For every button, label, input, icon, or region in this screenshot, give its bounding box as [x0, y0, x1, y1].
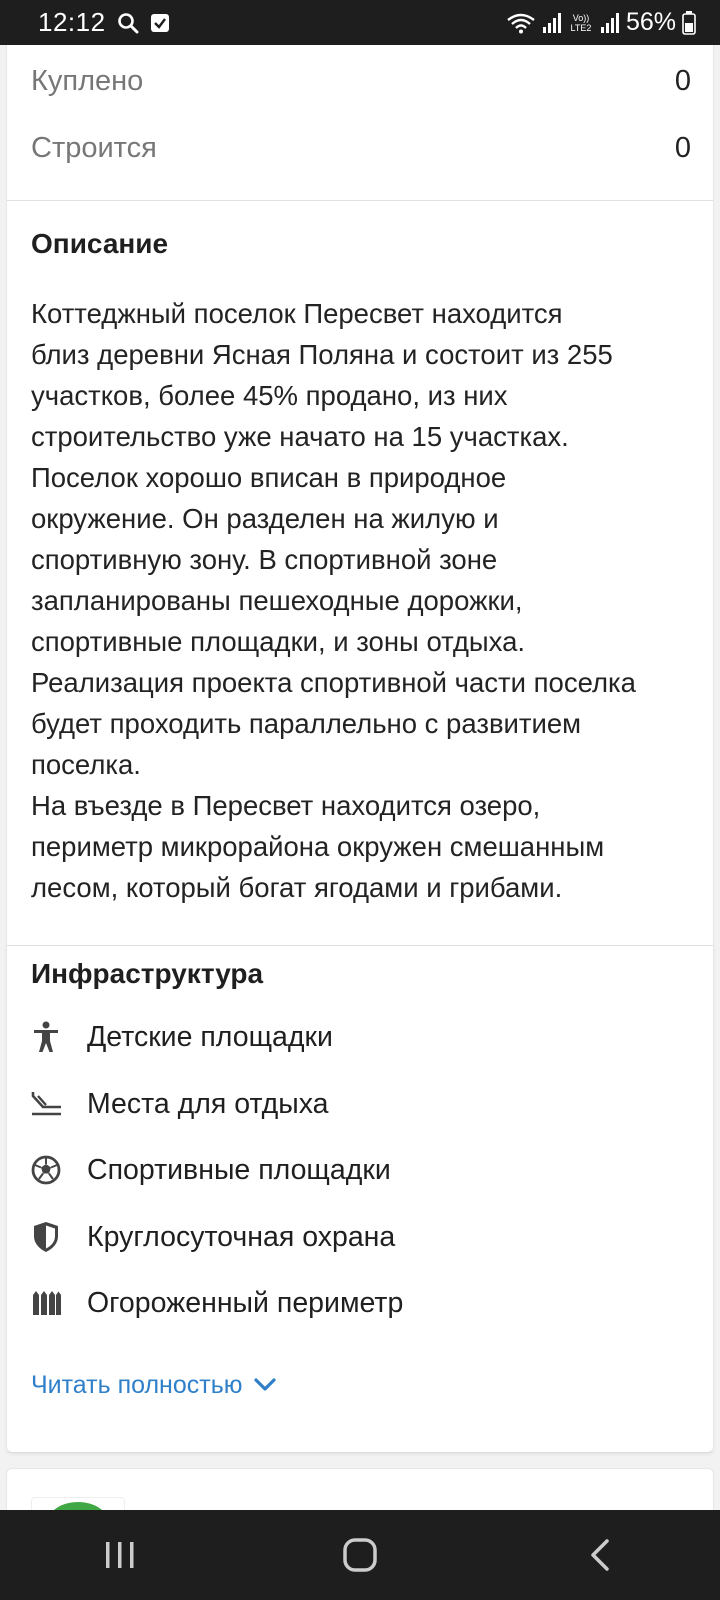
stat-bought-row	[31, 65, 691, 98]
clock: 12:12	[38, 7, 106, 37]
infra-item-sports-grounds	[29, 1153, 391, 1187]
stat-building-label: Строится	[31, 132, 157, 164]
recent-apps-icon	[104, 1540, 136, 1570]
read-more-label: Читать полностью	[31, 1371, 243, 1399]
infra-item-label: Спортивные площадки	[87, 1153, 391, 1186]
child-icon	[29, 1020, 63, 1054]
stat-building-row	[31, 132, 691, 165]
description-title: Описание	[31, 228, 169, 259]
back-button[interactable]	[540, 1520, 660, 1590]
stat-building-value: 0	[674, 132, 691, 164]
infra-item-playgrounds	[29, 1020, 333, 1054]
lounger-icon	[29, 1087, 63, 1121]
infra-item-security	[29, 1220, 395, 1254]
fence-icon	[29, 1286, 63, 1320]
stat-bought-label: Куплено	[31, 65, 144, 97]
battery-percent: 56%	[625, 8, 676, 36]
search-icon	[116, 11, 140, 35]
system-navigation-bar	[0, 1510, 720, 1600]
stat-bought-value: 0	[674, 65, 691, 97]
infra-item-label: Детские площадки	[87, 1020, 333, 1053]
recent-apps-button[interactable]	[60, 1520, 180, 1590]
description-card	[6, 201, 714, 946]
network-type-label: Vo)) LTE2	[570, 12, 592, 33]
read-more-link[interactable]	[31, 1371, 277, 1400]
back-icon	[589, 1538, 611, 1572]
battery-icon	[682, 11, 696, 35]
status-bar	[0, 0, 720, 45]
home-icon	[342, 1537, 378, 1573]
infrastructure-title: Инфраструктура	[31, 958, 264, 989]
signal-icon	[600, 12, 620, 34]
infrastructure-card	[6, 946, 714, 1453]
signal-icon	[542, 12, 562, 34]
wifi-icon	[506, 12, 536, 34]
stats-card	[6, 45, 714, 201]
home-button[interactable]	[300, 1520, 420, 1590]
infra-item-fenced-perimeter	[29, 1286, 403, 1320]
check-notification-icon	[150, 13, 170, 33]
infra-item-label: Огороженный периметр	[87, 1286, 404, 1319]
infra-item-rest-places	[29, 1087, 329, 1121]
infra-item-label: Места для отдыха	[87, 1087, 329, 1120]
description-text: Коттеджный поселок Пересвет находится близ деревни Ясная Поляна и состоит из 255 участков, более 45% продано, из них строительство уже начато на 15 участках. Поселок хорошо вписан в природное окружение. Он разделен на жилую и спортивную зону. В спортивной зоне запланированы пешеходные дорожки, спортивные площадки, и зоны отдыха. Реализация проекта спортивной части поселка будет проходить параллельно с развитием поселка. На въезде в Пересвет находится озеро, периметр микрорайона окружен смешанным лесом, который богат ягодами и грибами.	[31, 298, 636, 903]
chevron-down-icon	[253, 1371, 277, 1400]
shield-icon	[29, 1220, 63, 1254]
soccer-ball-icon	[29, 1153, 63, 1187]
infra-item-label: Круглосуточная охрана	[87, 1220, 396, 1253]
